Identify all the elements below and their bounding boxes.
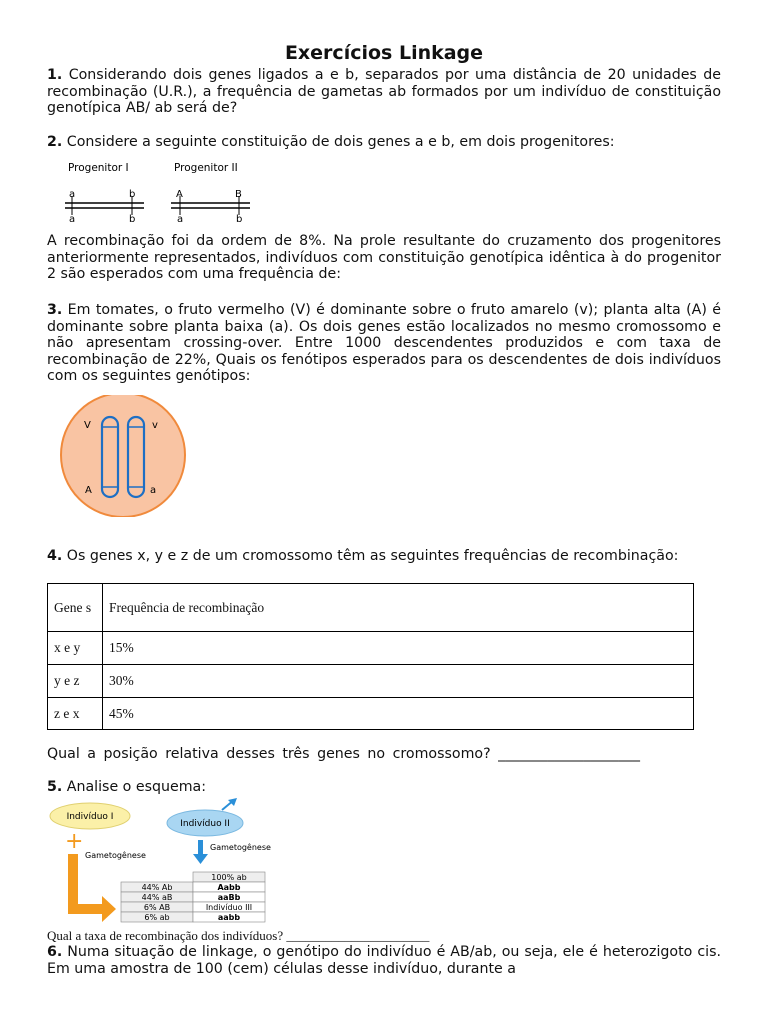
gamete-cell: 6% ab bbox=[144, 913, 170, 922]
recombination-table bbox=[47, 583, 694, 730]
allele-label: a bbox=[69, 214, 76, 225]
question-number: 5. bbox=[47, 779, 63, 795]
allele-label: a bbox=[150, 485, 157, 496]
question-text: Numa situação de linkage, o genótipo do indivíduo é AB/ab, ou seja, ele é heterozigoto cis. Em uma amostra de 100 (cem) células desse indivíduo, durante a bbox=[47, 944, 722, 977]
allele-label: b bbox=[129, 214, 136, 225]
question-text: Os genes x, y e z de um cromossomo têm as seguintes frequências de recombinação: bbox=[66, 548, 679, 564]
question-text: Considerando dois genes ligados a e b, separados por uma distância de 20 unidades de recombinação (U.R.), a frequência de gametas ab formados por um indivíduo de constituição genotípica AB/ ab será de? bbox=[47, 67, 721, 117]
table-cell: 30% bbox=[103, 665, 694, 698]
table-cell: x e y bbox=[48, 632, 103, 665]
progenitor-diagram bbox=[60, 157, 260, 225]
gamete-cell: 44% aB bbox=[141, 893, 173, 902]
progenitor-2-label: Progenitor II bbox=[174, 162, 238, 174]
allele-label: a bbox=[177, 214, 184, 225]
question-number: 2. bbox=[47, 134, 63, 150]
table-cell: 15% bbox=[103, 632, 694, 665]
question-text: Considere a seguinte constituição de dois genes a e b, em dois progenitores: bbox=[66, 134, 615, 150]
question-number: 3. bbox=[47, 302, 63, 318]
table-header-cell: Frequência de recombinação bbox=[103, 584, 694, 632]
blue-arrow-down bbox=[198, 840, 203, 854]
question-6 bbox=[47, 944, 721, 977]
table-row bbox=[48, 698, 694, 730]
allele-label: b bbox=[129, 189, 136, 200]
cell-diagram bbox=[58, 395, 190, 517]
gametogenesis-2-label: Gametogênese bbox=[210, 843, 271, 852]
question-text: A recombinação foi da ordem de 8%. Na prole resultante do cruzamento dos progenitores anteriormente representados, indivíduos com constituição genotípica idêntica à do progenitor 2 são esperados com uma frequência de: bbox=[47, 233, 721, 283]
question-5-prompt: Qual a taxa de recombinação dos indivíduos? ______________________ bbox=[47, 928, 430, 943]
individual-1-label: Indivíduo I bbox=[66, 812, 114, 822]
allele-label: V bbox=[84, 420, 91, 431]
question-4 bbox=[47, 548, 721, 565]
individual-2-label: Indivíduo II bbox=[180, 819, 230, 829]
genotype-cell: Aabb bbox=[217, 883, 241, 892]
gamete-cell: 6% AB bbox=[143, 903, 171, 912]
page-title: Exercícios Linkage bbox=[284, 42, 484, 64]
question-4-prompt: Qual a posição relativa desses três genes no cromossomo? ____________________ bbox=[47, 746, 640, 762]
table-row bbox=[48, 632, 694, 665]
plus-sign: + bbox=[65, 829, 84, 854]
table-header-cell: Gene s bbox=[48, 584, 103, 632]
gametogenesis-1-label: Gametogênese bbox=[85, 851, 146, 860]
allele-label: a bbox=[69, 189, 76, 200]
genotype-cell: aaBb bbox=[217, 893, 241, 902]
orange-arrow bbox=[68, 854, 116, 922]
question-2 bbox=[47, 134, 721, 151]
question-number: 4. bbox=[47, 548, 63, 564]
allele-label: A bbox=[85, 485, 92, 496]
table-row bbox=[48, 665, 694, 698]
table-cell: y e z bbox=[48, 665, 103, 698]
gamete-cell: 44% Ab bbox=[141, 883, 173, 892]
arrow-head bbox=[193, 854, 208, 864]
question-number: 6. bbox=[47, 944, 63, 960]
question-3 bbox=[47, 302, 721, 385]
genotype-cell: aabb bbox=[217, 913, 241, 922]
gamete-header: 100% ab bbox=[211, 873, 247, 882]
progenitor-1-label: Progenitor I bbox=[68, 162, 129, 174]
question-number: 1. bbox=[47, 67, 63, 83]
cell-circle bbox=[61, 395, 185, 517]
allele-label: v bbox=[152, 420, 158, 431]
genotype-cell: Indivíduo III bbox=[205, 903, 253, 912]
question-text: Analise o esquema: bbox=[66, 779, 207, 795]
table-cell: 45% bbox=[103, 698, 694, 730]
allele-label: b bbox=[236, 214, 243, 225]
question-2-continued bbox=[47, 233, 721, 283]
gametogenesis-scheme bbox=[40, 796, 300, 930]
table-cell: z e x bbox=[48, 698, 103, 730]
cross-table bbox=[121, 872, 265, 922]
table-header-row bbox=[48, 584, 694, 632]
question-5 bbox=[47, 779, 721, 795]
allele-label: A bbox=[176, 189, 183, 200]
question-text: Em tomates, o fruto vermelho (V) é dominante sobre o fruto amarelo (v); planta alta (A) é dominante sobre planta baixa (a). Os dois genes estão localizados no mesmo cromossomo e não apresentam crossing-over. Entre 1000 descendentes produzidos e com taxa de recombinação de 22%, Quais os fenótipos esperados para os descendentes de dois indivíduos com os seguintes genótipos: bbox=[47, 302, 722, 385]
question-1 bbox=[47, 67, 721, 117]
allele-label: B bbox=[235, 189, 242, 200]
